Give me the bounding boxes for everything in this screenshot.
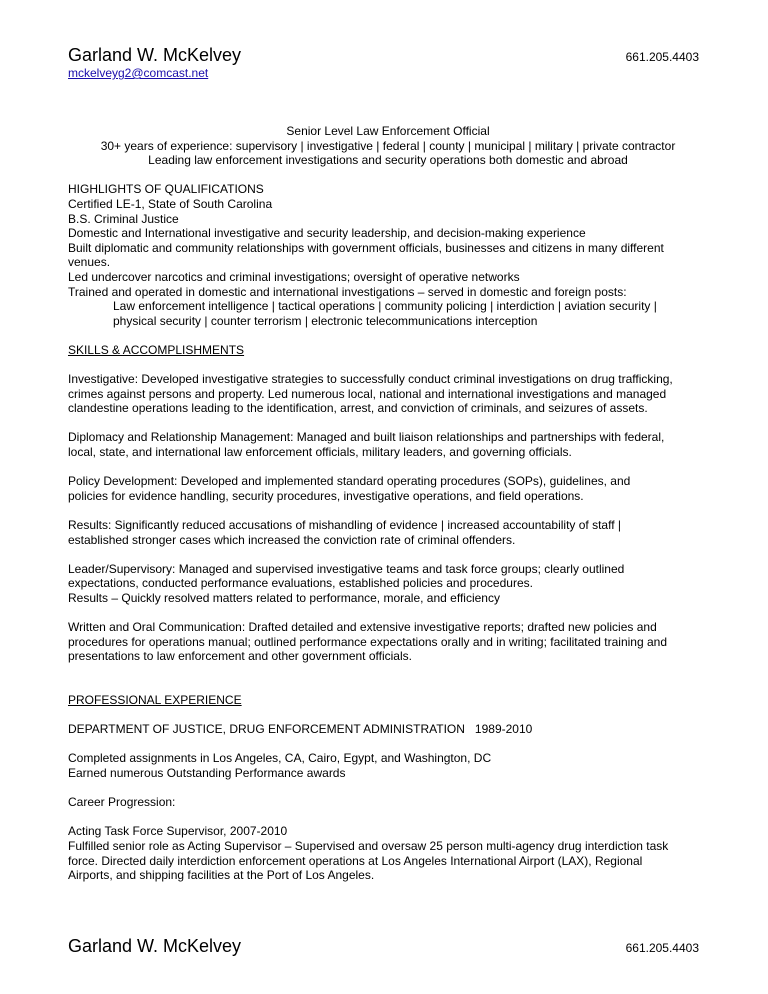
paragraph-line: Results: Significantly reduced accusations of mishandling of evidence | increased accountability of staff |: [68, 518, 621, 533]
skill-paragraph: [68, 518, 708, 547]
career-progression-label: Career Progression:: [68, 795, 176, 810]
top-header: [68, 45, 699, 66]
highlight-item: B.S. Criminal Justice: [68, 211, 179, 226]
highlight-subitem: Law enforcement intelligence | tactical operations | community policing | interdiction | aviation security |: [113, 299, 657, 314]
employer-line: DEPARTMENT OF JUSTICE, DRUG ENFORCEMENT ADMINISTRATION 1989-2010: [68, 722, 533, 737]
paragraph-line: clandestine operations leading to the identification, arrest, and conviction of criminals, and seizures of assets.: [68, 401, 648, 416]
role-description-line: force. Directed daily interdiction enforcement operations at Los Angeles International Airport (LAX), Regional: [68, 853, 643, 868]
resume-body: [68, 124, 708, 883]
paragraph-line: local, state, and international law enforcement officials, military leaders, and governing officials.: [68, 445, 572, 460]
phone-number: 661.205.4403: [625, 941, 699, 955]
skill-paragraph: [68, 430, 708, 459]
role-description-line: Airports, and shipping facilities at the Port of Los Angeles.: [68, 868, 375, 883]
section-heading: PROFESSIONAL EXPERIENCE: [68, 692, 242, 707]
skills-section: [68, 343, 708, 664]
highlight-item: Trained and operated in domestic and international investigations – served in domestic and foreign posts:: [68, 284, 627, 299]
paragraph-line: crimes against persons and property. Led numerous local, national and international investigations and managed: [68, 386, 667, 401]
summary-block: [68, 124, 708, 168]
experience-section: [68, 693, 708, 883]
email-link[interactable]: mckelveyg2@comcast.net: [68, 66, 209, 80]
paragraph-line: expectations, conducted performance evaluations, established policies and procedures.: [68, 576, 533, 591]
skill-paragraph: [68, 562, 708, 606]
paragraph-line: Diplomacy and Relationship Management: Managed and built liaison relationships and partnerships with federal,: [68, 430, 665, 445]
highlight-item: Domestic and International investigative and security leadership, and decision-making experience: [68, 226, 586, 241]
candidate-name: Garland W. McKelvey: [68, 45, 242, 65]
candidate-name: Garland W. McKelvey: [68, 936, 242, 956]
section-heading: SKILLS & ACCOMPLISHMENTS: [68, 342, 245, 357]
highlight-item: Built diplomatic and community relationships with government officials, businesses and citizens in many different: [68, 240, 664, 255]
highlight-item: venues.: [68, 255, 111, 270]
highlight-item: Certified LE-1, State of South Carolina: [68, 196, 273, 211]
paragraph-line: policies for evidence handling, security procedures, investigative operations, and field operations.: [68, 488, 584, 503]
paragraph-line: Policy Development: Developed and implemented standard operating procedures (SOPs), guidelines, and: [68, 474, 631, 489]
paragraph-line: procedures for operations manual; outlined performance expectations orally and in writing; facilitated training and: [68, 634, 668, 649]
paragraph-line: Results – Quickly resolved matters related to performance, morale, and efficiency: [68, 591, 500, 605]
highlight-item: Led undercover narcotics and criminal investigations; oversight of operative networks: [68, 269, 520, 284]
next-page-header: [68, 936, 699, 957]
section-heading: HIGHLIGHTS OF QUALIFICATIONS: [68, 182, 264, 197]
paragraph-line: Investigative: Developed investigative strategies to successfully conduct criminal investigations on drug trafficking,: [68, 372, 673, 387]
highlights-section: [68, 182, 708, 328]
summary-experience: 30+ years of experience: supervisory | investigative | federal | county | municipal | military | private contractor: [100, 138, 676, 153]
role-description-line: Fulfilled senior role as Acting Supervisor – Supervised and oversaw 25 person multi-agency drug interdiction task: [68, 838, 669, 853]
role-title: Acting Task Force Supervisor, 2007-2010: [68, 824, 288, 839]
paragraph-line: Leader/Supervisory: Managed and supervised investigative teams and task force groups; clearly outlined: [68, 561, 625, 576]
skill-paragraph: [68, 372, 708, 416]
summary-tagline: Leading law enforcement investigations and security operations both domestic and abroad: [148, 153, 628, 168]
paragraph-line: Written and Oral Communication: Drafted detailed and extensive investigative reports; drafted new policies and: [68, 620, 657, 635]
skill-paragraph: [68, 474, 708, 503]
skill-paragraph: [68, 620, 708, 664]
paragraph-line: established stronger cases which increased the conviction rate of criminal offenders.: [68, 532, 516, 547]
paragraph-line: presentations to law enforcement and other government officials.: [68, 649, 412, 664]
assignment-line: Completed assignments in Los Angeles, CA, Cairo, Egypt, and Washington, DC: [68, 751, 492, 766]
summary-title: Senior Level Law Enforcement Official: [286, 124, 490, 138]
phone-number: 661.205.4403: [625, 50, 699, 64]
highlight-subitem: physical security | counter terrorism | electronic telecommunications interception: [113, 313, 538, 328]
assignment-line: Earned numerous Outstanding Performance awards: [68, 765, 346, 780]
